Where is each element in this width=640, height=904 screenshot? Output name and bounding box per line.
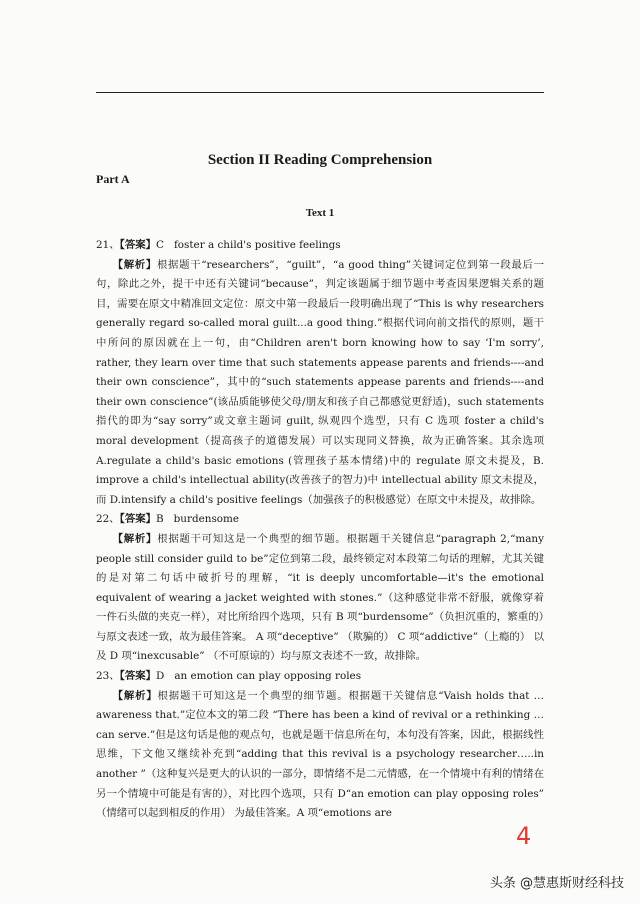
watermark: 头条 @慧惠斯财经科技: [489, 876, 624, 891]
analysis-text: 根据题干可知这是一个典型的细节题。根据题干关键信息“paragraph 2,“many people still consider guild to be”定位到第二段，最终锁定对本段第二句话的理解，尤其关键的是对第二句话中破折号的理解，“it is deeply uncomfortable—it's the emotional equivalent of wearing a jacket weighted with stones.”（这种感觉非常不舒服，就像穿着一件石头做的夹克一样），对比所给四个选项，只有 B 项“burdensome”（负担沉重的，繁重的）与原文表述一致，故为最佳答案。 A 项“deceptive” （欺骗的） C 项“addictive”（上瘾的） 以及 D 项“inexcusable” （不可原谅的）均与原文表述不一致，故排除。: [96, 532, 544, 663]
answer-label: 【答案】: [119, 239, 156, 251]
answer-line-23: [96, 667, 544, 687]
section-title: Section II Reading Comprehension: [207, 152, 433, 168]
analysis-22: [96, 530, 544, 667]
answer-label: 【答案】: [119, 513, 156, 526]
answer-body: [96, 236, 544, 824]
question-number: 23、: [96, 670, 120, 683]
text-label: Text 1: [305, 207, 335, 219]
analysis-23: [96, 687, 544, 824]
answer-letter: B: [156, 513, 164, 526]
answer-text: an emotion can play opposing roles: [174, 670, 362, 683]
analysis-21: [96, 256, 544, 511]
analysis-text: 根据题干“researchers”，“guilt”，“a good thing”关键词定位到第一段最后一句，除此之外，提干中还有关键词“because”，判定该题属于细节题中考查因果逻辑关系的题目，需要在原文中精准回文定位：原文中第一段最后一段明确出现了“This is why researchers generally regard so-called moral guilt...a good thing.”根据代词向前文指代的原则，题干中所问的原因就在上一句，由“Children aren't born knowing how to say ‘I'm sorry’, rather, they learn over time that such statements appease parents and friends----and their own conscience”，其中的“such statements appease parents and friends----and their own conscience”(该品质能够使父母/朋友和孩子自己都感觉更舒适)，such statements 指代的即为“say sorry”或文章主题词 guilt, 纵观四个选型，只有 C 选项 foster a child's moral development（提高孩子的道德发展）可以实现同义替换，故为正确答案。其余选项 A.regulate a child's basic emotions (管理孩子基本情绪)中的 regulate 原文未提及，B. improve a child's intellectual ability(改善孩子的智力)中 intellectual ability 原文未提及，而 D.intensify a child's positive feelings（加强孩子的积极感觉）在原文中未提及，故排除。: [96, 258, 544, 506]
answer-text: burdensome: [173, 513, 240, 526]
answer-line-22: [96, 510, 544, 530]
analysis-text: 根据题干可知这是一个典型的细节题。根据题干关键信息“Vaish holds that …awareness that.”定位本文的第二段 “There has been a kind of revival or a rethinking …can serve.”但是这句话是他的观点句，也就是题干信息所在句，本句没有答案，因此，根据线性思维，下文他又继续补充到“adding that this revival is a psychology researcher…..in another ”（这种复兴是更大的认识的一部分，即情绪不是二元情感，在一个情境中有利的情绪在另一个情境中可能是有害的），对比四个选项，只有 D“an emotion can play opposing roles” （情绪可以起到相反的作用） 为最佳答案。A 项“emotions are: [96, 689, 544, 820]
answer-text: foster a child's positive feelings: [173, 239, 341, 251]
page-number: 4: [516, 822, 532, 850]
part-label: Part A: [96, 172, 130, 186]
analysis-label: 【解析】: [112, 258, 157, 271]
answer-line-21: [96, 236, 544, 256]
answer-letter: C: [156, 239, 164, 251]
header-rule: [96, 92, 544, 93]
question-number: 22、: [96, 513, 120, 526]
analysis-label: 【解析】: [112, 689, 158, 702]
answer-letter: D: [156, 670, 165, 683]
analysis-label: 【解析】: [112, 532, 158, 545]
question-number: 21、: [96, 239, 120, 251]
answer-label: 【答案】: [119, 670, 156, 683]
